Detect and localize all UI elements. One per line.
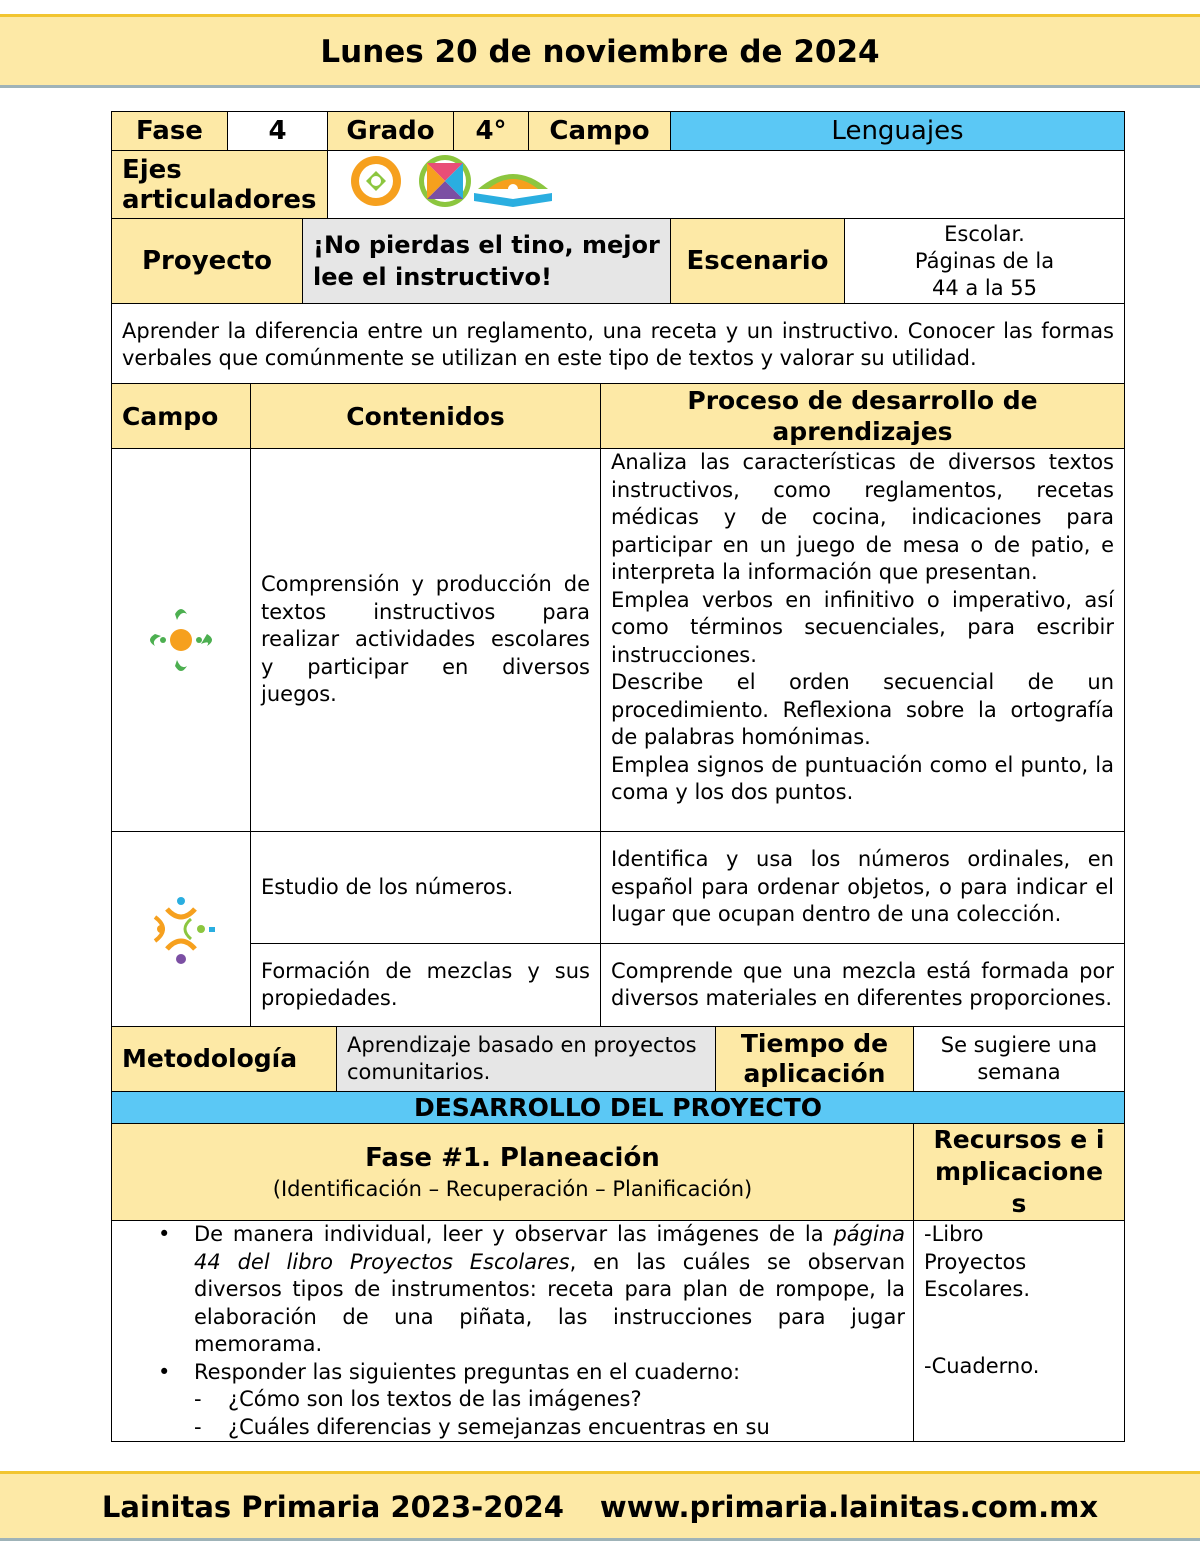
footer-url[interactable]: www.primaria.lainitas.com.mx	[599, 1490, 1099, 1524]
fase-title: Fase #1. Planeación	[365, 1143, 660, 1173]
actividad-2	[194, 1359, 905, 1442]
actividades-cell	[112, 1221, 914, 1442]
proceso-1-p3: Describe el orden secuencial de un procedimiento. Reflexiona sobre la ortografía de palabras homónimas.	[611, 670, 1114, 749]
escenario-value	[845, 219, 1125, 304]
fase-subtitle: (Identificación – Recuperación – Planificación)	[272, 1177, 753, 1201]
metodologia-label: Metodología	[112, 1027, 337, 1092]
actividad-2-text: Responder las siguientes preguntas en el cuaderno:	[194, 1359, 741, 1384]
campo-saberes-icon-cell	[112, 832, 251, 1027]
lectura-icon	[474, 174, 552, 207]
tiempo-value: Se sugiere una semana	[914, 1027, 1125, 1092]
metodologia-value: Aprendizaje basado en proyectos comunitarios.	[337, 1027, 716, 1092]
contenido-2: Estudio de los números.	[251, 832, 601, 944]
recursos-label-text: Recursos e implicaciones	[933, 1125, 1105, 1218]
header-contenidos: Contenidos	[251, 384, 601, 449]
escenario-label: Escenario	[671, 219, 845, 304]
development-table	[111, 1026, 1125, 1442]
fase-value: 4	[228, 112, 328, 151]
ejes-label	[112, 151, 328, 219]
recursos-label	[914, 1124, 1125, 1221]
actividad-1-a: De manera individual, leer y observar las imágenes de la	[194, 1222, 834, 1246]
grado-value: 4°	[454, 112, 529, 151]
pregunta-2: - ¿Cuáles diferencias y semejanzas encuentras en su	[194, 1414, 905, 1442]
escenario-text: Escolar. Páginas de la 44 a la 55	[914, 221, 1055, 300]
recursos-cell	[914, 1221, 1125, 1442]
pregunta-1: - ¿Cómo son los textos de las imágenes?	[194, 1386, 905, 1414]
lenguajes-icon	[141, 600, 221, 680]
proceso-2: Identifica y usa los números ordinales, en español para ordenar objetos, o para indicar el lugar que ocupan dentro de una colección.	[601, 832, 1125, 944]
proceso-1-p1: Analiza las características de diversos textos instructivos, como reglamentos, recetas médicas y de cocina, indicaciones para participar en un juego de mesa o de patio, e interpreta la información que presentan.	[611, 450, 1114, 584]
fase-header	[112, 1124, 914, 1221]
igualdad-genero-icon	[419, 155, 471, 207]
ejes-label-text: Ejes articuladores	[122, 154, 317, 215]
recurso-1: -Libro Proyectos Escolares.	[924, 1222, 1031, 1301]
campo-lenguajes-icon-cell	[112, 449, 251, 832]
grado-label: Grado	[328, 112, 454, 151]
proyecto-value: ¡No pierdas el tino, mejor lee el instructivo!	[303, 219, 671, 304]
proceso-3: Comprende que una mezcla está formada por diversos materiales en diferentes proporciones.	[601, 944, 1125, 1027]
actividad-1	[194, 1221, 905, 1359]
saberes-icon	[141, 889, 221, 969]
footer-left: Lainitas Primaria 2023-2024	[101, 1490, 564, 1524]
header-campo: Campo	[112, 384, 251, 449]
date-title: Lunes 20 de noviembre de 2024	[320, 34, 880, 70]
actividad-1-b: página 44 del libro Proyectos Escolares	[194, 1222, 905, 1274]
contents-table	[111, 383, 1125, 1027]
proceso-1-p2: Emplea verbos en infinitivo o imperativo, así como términos secuenciales, para escribir instrucciones.	[611, 587, 1114, 667]
recurso-2: -Cuaderno.	[924, 1353, 1040, 1378]
proceso-1-p4: Emplea signos de puntuación como el punto, la coma y los dos puntos.	[611, 752, 1114, 804]
tiempo-label: Tiempo de aplicación	[716, 1027, 914, 1092]
ejes-articuladores-icons	[338, 151, 578, 211]
date-banner	[0, 14, 1200, 88]
actividad-1-c: , en las cuáles se observan diversos tipos de instrumentos: receta para plan de rompope, la elaboración de una piñata, las instrucciones para jugar memorama.	[194, 1249, 905, 1356]
interculturalidad-icon	[351, 156, 401, 206]
contenido-1: Comprensión y producción de textos instructivos para realizar actividades escolares y participar en diversos juegos.	[251, 449, 601, 832]
proceso-1	[601, 449, 1125, 832]
objetivo: Aprender la diferencia entre un reglamento, una receta y un instructivo. Conocer las formas verbales que comúnmente se utilizan en este tipo de textos y valorar su utilidad.	[112, 304, 1125, 387]
contenido-3: Formación de mezclas y sus propiedades.	[251, 944, 601, 1027]
proyecto-label: Proyecto	[112, 219, 303, 304]
project-info-table	[111, 111, 1125, 387]
actividades-list	[122, 1221, 905, 1441]
desarrollo-title: DESARROLLO DEL PROYECTO	[112, 1092, 1125, 1124]
ejes-icons	[328, 151, 1125, 219]
footer-banner	[0, 1471, 1200, 1541]
header-proceso: Proceso de desarrollo de aprendizajes	[601, 384, 1125, 449]
campo-label: Campo	[529, 112, 671, 151]
campo-value: Lenguajes	[671, 112, 1125, 151]
preguntas-list	[194, 1386, 905, 1441]
fase-label: Fase	[112, 112, 228, 151]
